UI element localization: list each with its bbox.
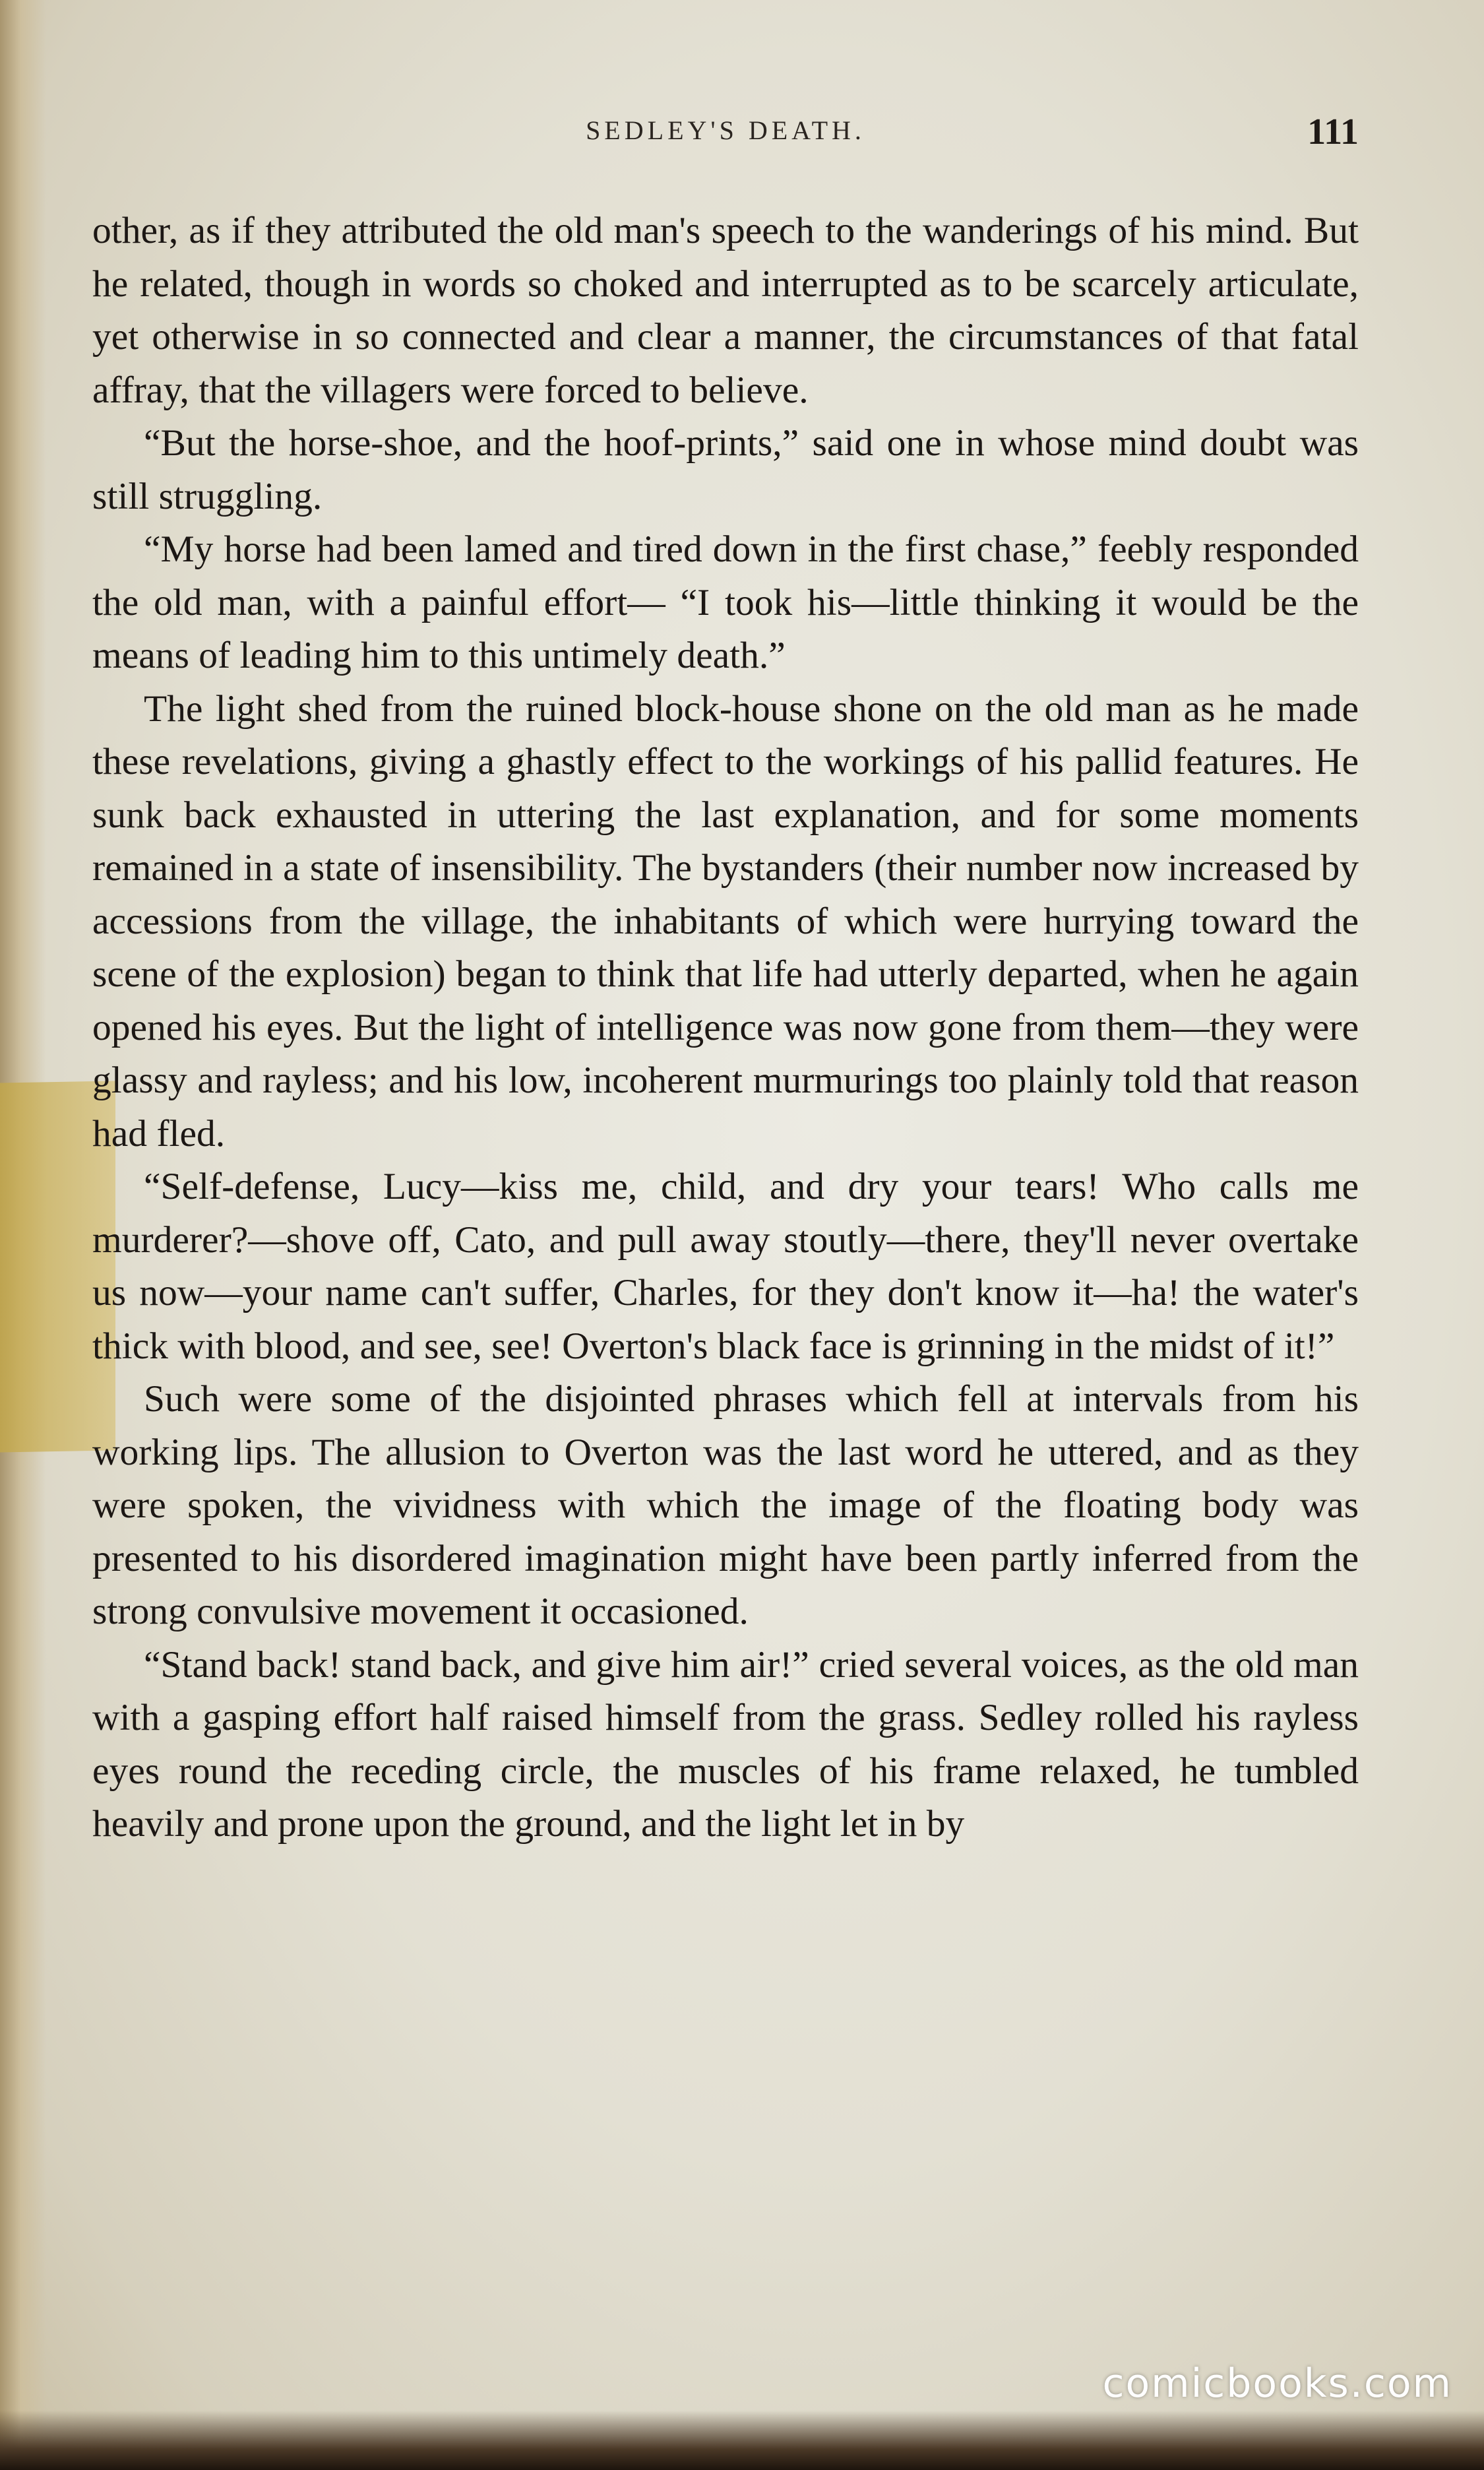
paragraph: “But the horse-shoe, and the hoof-prints,” said one in whose mind doubt was still struggling. <box>92 422 1359 517</box>
running-head: SEDLEY'S DEATH. <box>586 115 865 145</box>
paragraph: “Self-defense, Lucy—kiss me, child, and dry your tears! Who calls me murderer?—shove off, Cato, and pull away stoutly—there, they'll never overtake us now—your name can't suffer, Charles, for they don't know it—ha! the water's thick with blood, and see, see! Overton's black face is grinning in the midst of it!” <box>92 1166 1359 1367</box>
page-header <box>92 111 1359 170</box>
paragraph: The light shed from the ruined block-house shone on the old man as he made these revelations, giving a ghastly effect to the workings of his pallid features. He sunk back exhausted in uttering the last explanation, and for some moments remained in a state of insensibility. The bystanders (their number now increased by accessions from the village, the inhabitants of which were hurrying toward the scene of the explosion) began to think that life had utterly departed, when he again opened his eyes. But the light of intelligence was now gone from them—they were glassy and rayless; and his low, incoherent murmurings too plainly told that reason had fled. <box>92 687 1359 1155</box>
page-number: 111 <box>1307 111 1359 152</box>
body-text <box>92 205 1359 1851</box>
page-bottom-edge <box>0 2411 1484 2470</box>
paragraph: “My horse had been lamed and tired down in the first chase,” feebly responded the old man, with a painful effort— “I took his—little thinking it would be the means of leading him to this untimely death.” <box>92 528 1359 676</box>
paragraph: Such were some of the disjointed phrases which fell at intervals from his working lips. The allusion to Overton was the last word he uttered, and as they were spoken, the vividness with which the image of the floating body was presented to his disordered imagination might have been partly inferred from the strong convulsive movement it occasioned. <box>92 1378 1359 1632</box>
paragraph: “Stand back! stand back, and give him air!” cried several voices, as the old man with a gasping effort half raised himself from the grass. Sedley rolled his rayless eyes round the receding circle, the muscles of his frame relaxed, he tumbled heavily and prone upon the ground, and the light let in by <box>92 1643 1359 1845</box>
paragraph: other, as if they attributed the old man's speech to the wanderings of his mind. But he related, though in words so choked and interrupted as to be scarcely articulate, yet otherwise in so connected and clear a manner, the circumstances of that fatal affray, that the villagers were forced to believe. <box>92 210 1359 411</box>
watermark: comicbooks.com <box>1102 2360 1452 2407</box>
